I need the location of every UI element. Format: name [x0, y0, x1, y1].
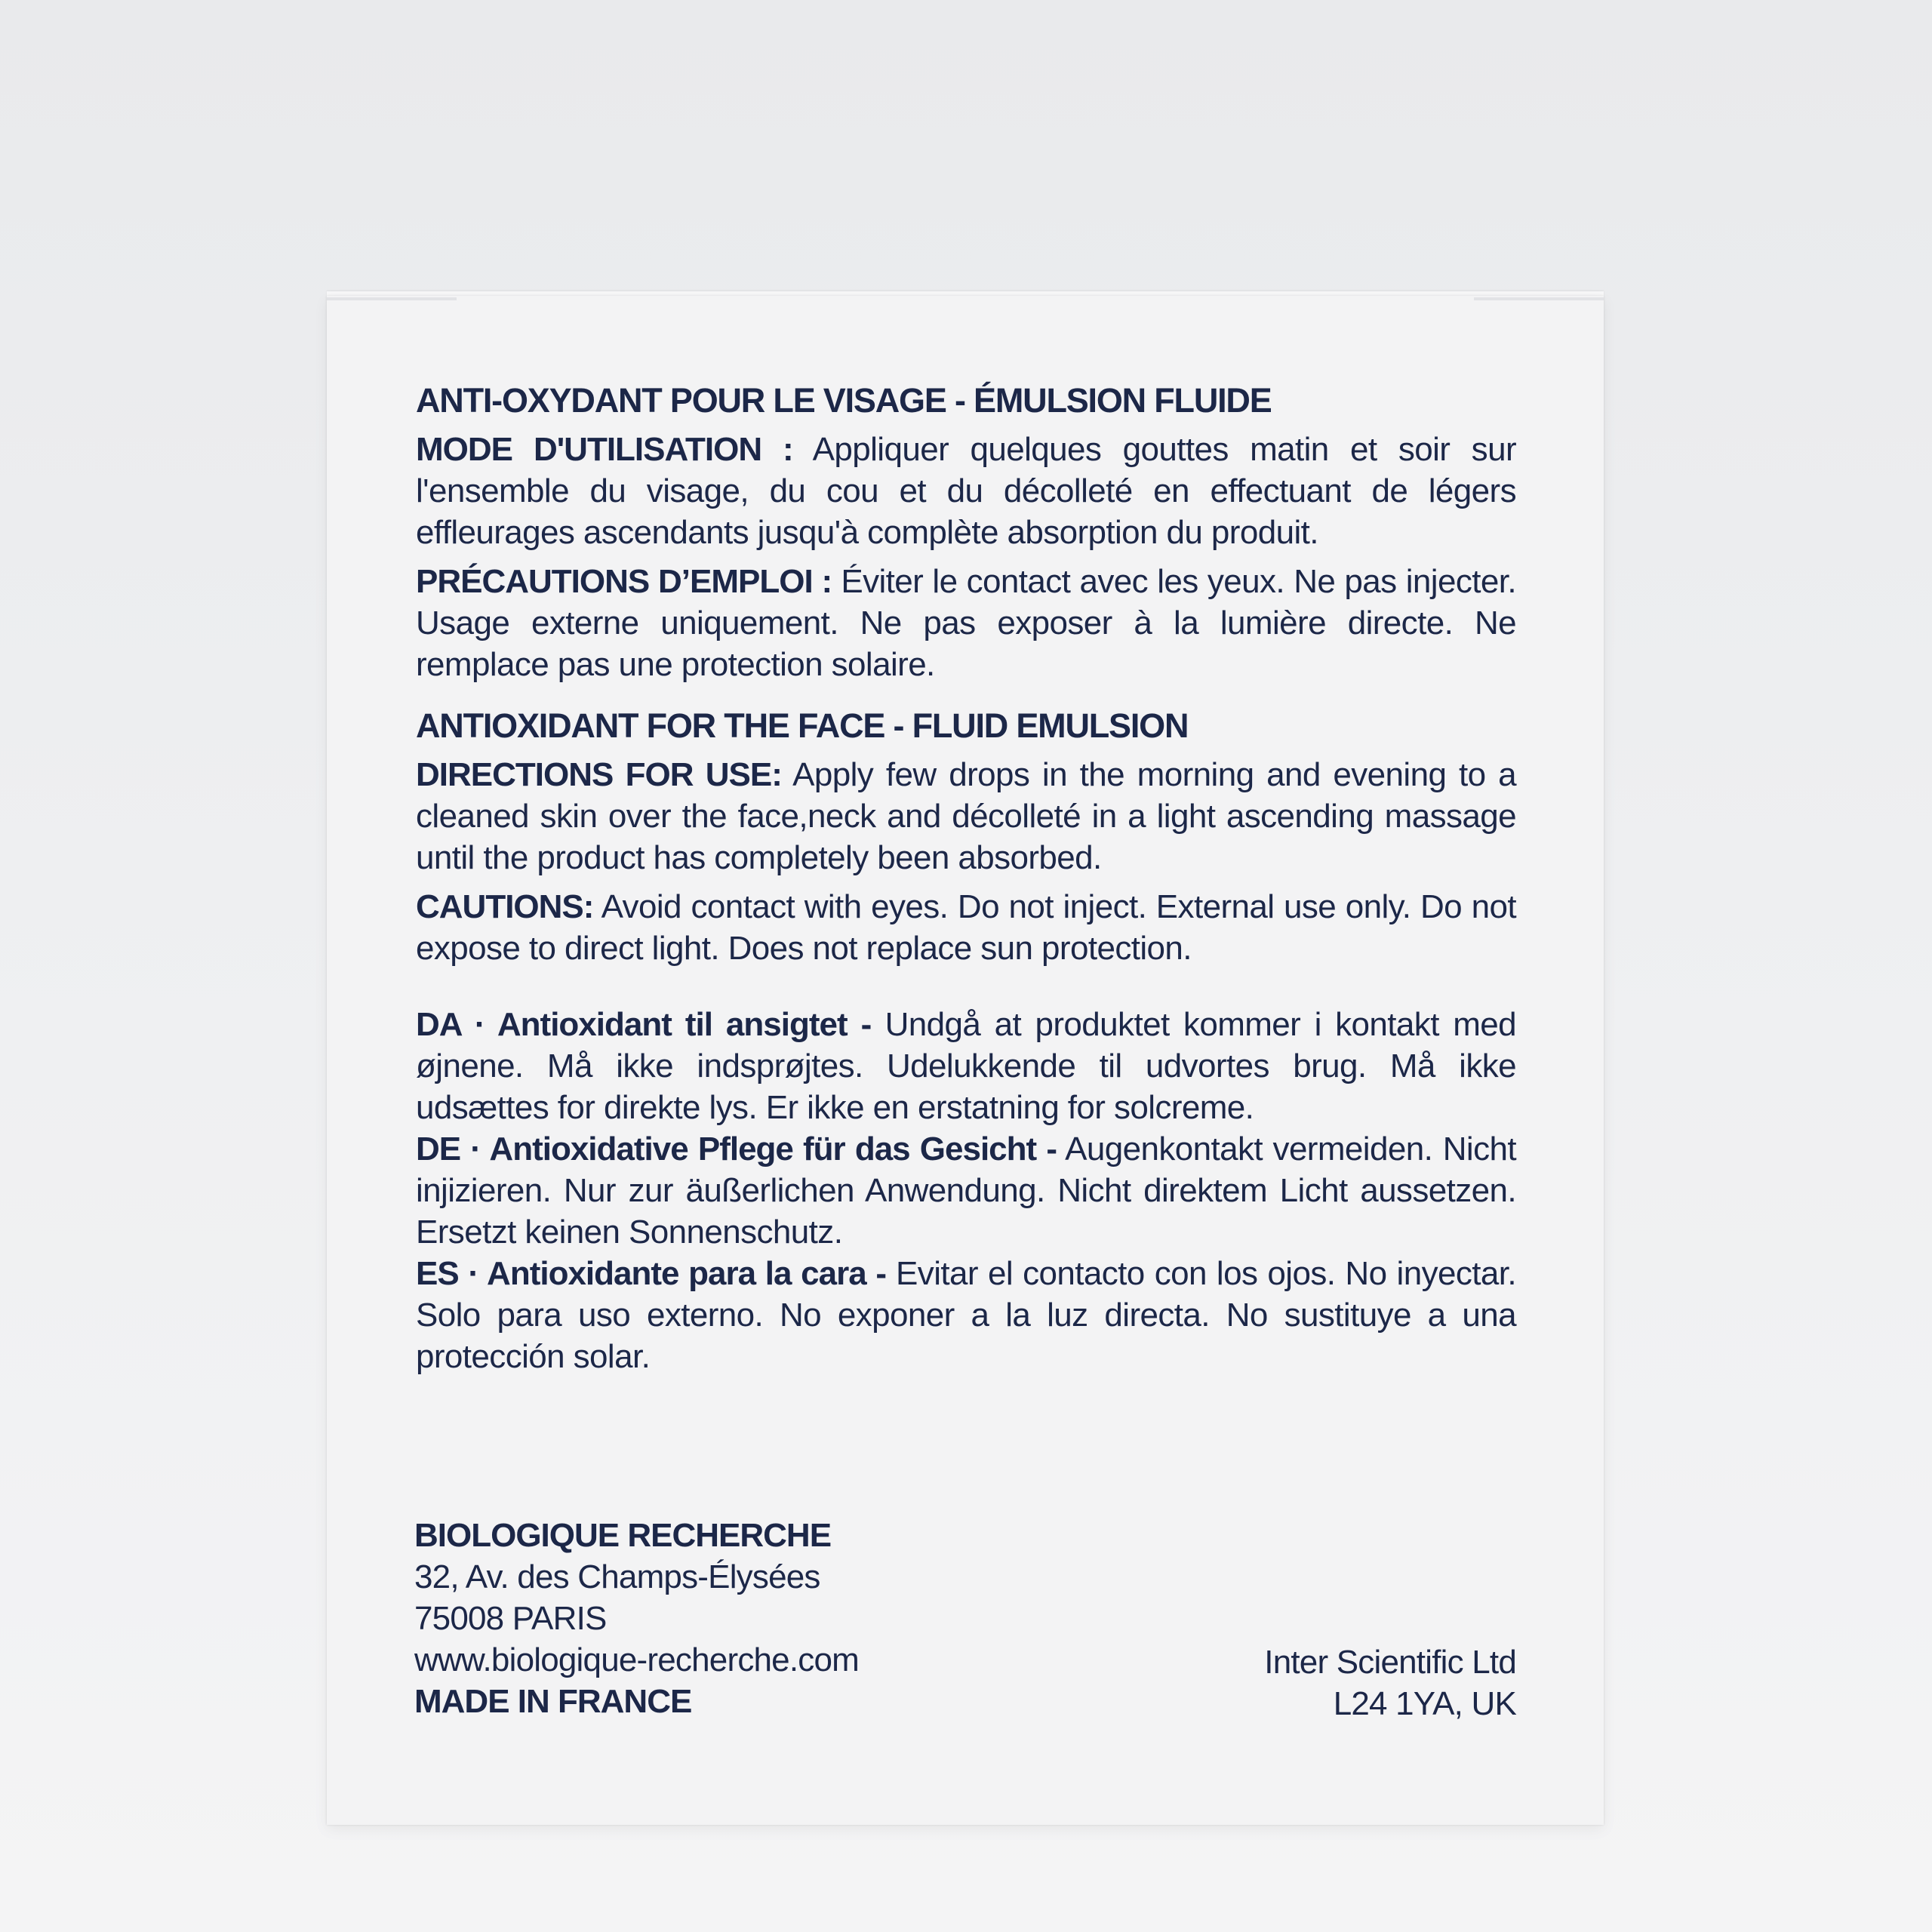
fr-precautions-label: PRÉCAUTIONS D’EMPLOI :	[416, 563, 832, 600]
fr-directions-text: Appliquer quelques gouttes matin et soir sur l'ensemble du visage, du cou et du décolleté en effectuant de légers effleurages ascendants jusqu'à complète absorption du produit.	[416, 431, 1517, 551]
manufacturer-address	[414, 1515, 859, 1722]
flap-notch-right	[1474, 297, 1604, 300]
fr-directions-label: MODE D'UTILISATION :	[416, 431, 793, 468]
importer-postcode: L24 1YA, UK	[1333, 1685, 1516, 1722]
es-text: Evitar el contacto con los ojos. No inyectar. Solo para uso externo. No exponer a la luz directa. No sustituye a una protección solar.	[416, 1255, 1516, 1375]
manufacturer-city: 75008 PARIS	[414, 1600, 607, 1637]
en-directions-label: DIRECTIONS FOR USE:	[416, 756, 782, 793]
de-label: DE · Antioxidative Pflege für das Gesicht -	[416, 1131, 1057, 1168]
es-label: ES · Antioxidante para la cara -	[416, 1255, 886, 1292]
fr-directions	[416, 429, 1516, 553]
da-warning	[416, 1004, 1516, 1128]
de-warning	[416, 1128, 1516, 1253]
manufacturer-street: 32, Av. des Champs-Élysées	[414, 1558, 820, 1595]
en-cautions-text: Avoid contact with eyes. Do not inject. External use only. Do not expose to direct light. Does not replace sun protection.	[416, 888, 1516, 967]
en-cautions-label: CAUTIONS:	[416, 888, 594, 925]
es-warning	[416, 1253, 1516, 1377]
fr-title: ANTI-OXYDANT POUR LE VISAGE - ÉMULSION FLUIDE	[416, 381, 1272, 420]
flap-notch-left	[327, 297, 457, 300]
importer-address	[1264, 1641, 1516, 1724]
en-title: ANTIOXIDANT FOR THE FACE - FLUID EMULSION	[416, 706, 1189, 745]
manufacturer-name: BIOLOGIQUE RECHERCHE	[414, 1517, 832, 1554]
manufacturer-website: www.biologique-recherche.com	[414, 1641, 860, 1678]
da-label: DA · Antioxidant til ansigtet -	[416, 1006, 872, 1043]
fr-precautions	[416, 561, 1516, 685]
fr-precautions-text: Éviter le contact avec les yeux. Ne pas injecter. Usage externe uniquement. Ne pas exposer à la lumière directe. Ne remplace pas une protection solaire.	[416, 563, 1516, 683]
en-directions-text: Apply few drops in the morning and evening to a cleaned skin over the face,neck and décolleté in a light ascending massage until the product has completely been absorbed.	[416, 756, 1517, 876]
de-text: Augenkontakt vermeiden. Nicht injizieren. Nur zur äußerlichen Anwendung. Nicht direktem Licht aussetzen. Ersetzt keinen Sonnenschutz.	[416, 1131, 1516, 1251]
en-directions	[416, 754, 1516, 878]
en-cautions	[416, 886, 1516, 969]
label-text-block	[416, 380, 1516, 1377]
importer-name: Inter Scientific Ltd	[1264, 1644, 1516, 1681]
made-in-label: MADE IN FRANCE	[414, 1683, 692, 1720]
da-text: Undgå at produktet kommer i kontakt med øjnene. Må ikke indsprøjtes. Udelukkende til udvortes brug. Må ikke udsættes for direkte lys. Er ikke en erstatning for solcreme.	[416, 1006, 1516, 1126]
